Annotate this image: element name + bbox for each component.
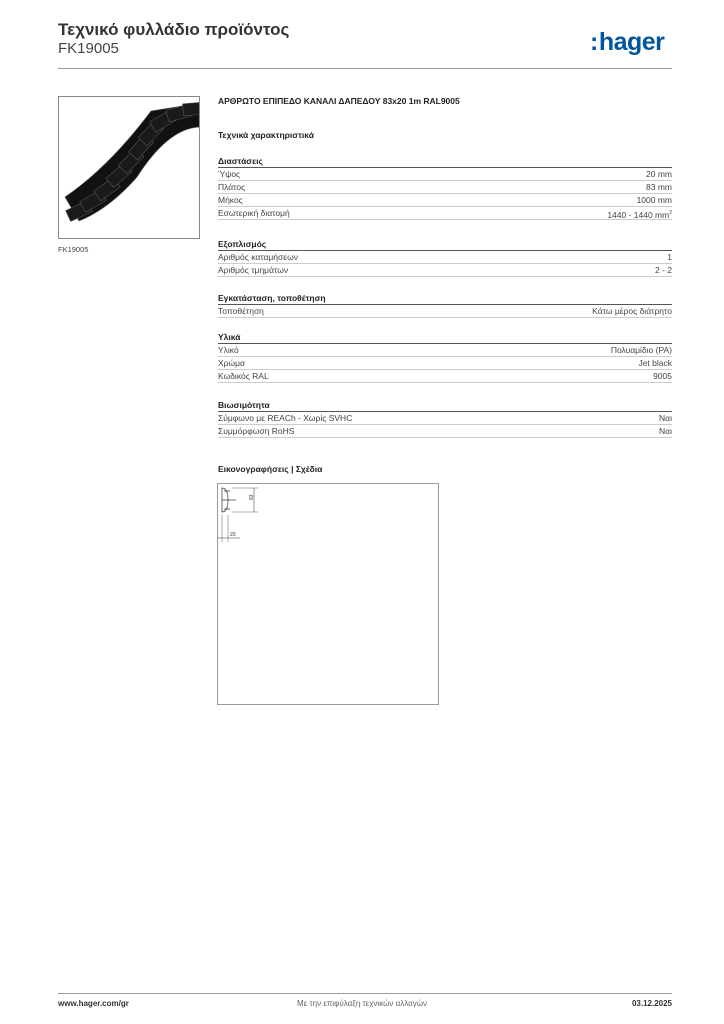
spec-label: Αριθμός καταμήσεων [218,252,298,262]
spec-label: Πλάτος [218,182,246,192]
spec-label: Αριθμός τμημάτων [218,265,289,275]
spec-label: Ύψος [218,169,241,179]
header-divider [58,68,672,69]
dim-label-height: 20 [230,532,236,538]
product-image [58,96,200,239]
unit-superscript: 2 [669,210,672,216]
specs-heading: Τεχνικά χαρακτηριστικά [218,130,314,140]
technical-drawing [217,483,439,705]
section-title: Βιωσιμότητα [218,399,672,412]
section-title: Υλικά [218,331,672,344]
spec-row [218,357,672,370]
spec-value: Ναι [659,413,672,423]
spec-row [218,264,672,277]
section-sustainability [218,399,672,438]
cable-channel-illustration [59,97,200,239]
spec-row [218,305,672,318]
section-title: Εγκατάσταση, τοποθέτηση [218,292,672,305]
spec-value: Κάτω μέρος διάτρητο [592,306,672,316]
spec-row [218,425,672,438]
product-name: ΑΡΘΡΩΤΟ ΕΠΙΠΕΔΟ ΚΑΝΑΛΙ ΔΑΠΕΔΟΥ 83x20 1m RAL9005 [218,96,460,106]
spec-value: 83 mm [646,182,672,192]
cross-section-drawing [218,484,438,704]
spec-value: Jet black [638,358,672,368]
footer-date: 03.12.2025 [631,999,672,1008]
image-caption: FK19005 [58,245,89,254]
illustrations-heading: Εικονογραφήσεις | Σχέδια [218,464,323,474]
spec-label: Σύμφωνο με REACh - Χωρίς SVHC [218,413,353,423]
section-materials [218,331,672,383]
spec-label: Κωδικός RAL [218,371,269,381]
spec-value [607,207,672,219]
spec-value: 1 [667,252,672,262]
section-installation [218,292,672,318]
spec-row [218,181,672,194]
spec-row [218,344,672,357]
spec-row [218,370,672,383]
spec-value: 1000 mm [636,195,672,205]
spec-row [218,168,672,181]
footer-divider [58,993,672,994]
spec-value-text: 1440 - 1440 mm [607,209,670,220]
hager-logo: :hager [590,28,665,56]
footer-note: Με την επιφύλαξη τεχνικών αλλαγών [297,999,427,1008]
spec-value: 20 mm [646,169,672,179]
spec-label: Υλικό [218,345,239,355]
spec-label: Τοποθέτηση [218,306,264,316]
spec-row [218,412,672,425]
logo-text: hager [598,28,665,56]
spec-value: Πολυαμίδιο (PA) [610,345,672,355]
spec-label: Συμμόρφωση RoHS [218,426,295,436]
spec-row [218,194,672,207]
spec-row [218,207,672,220]
footer-website: www.hager.com/gr [58,999,129,1008]
section-dimensions [218,155,672,220]
product-code: FK19005 [58,40,119,57]
spec-value: 9005 [653,371,672,381]
spec-label: Εσωτερική διατομή [218,208,290,218]
section-title: Εξοπλισμός [218,238,672,251]
section-title: Διαστάσεις [218,155,672,168]
spec-value: Ναι [659,426,672,436]
dim-label-width: 83 [249,494,255,500]
document-title: Τεχνικό φυλλάδιο προϊόντος [58,20,290,39]
spec-label: Χρώμα [218,358,245,368]
spec-value: 2 - 2 [654,265,672,275]
spec-label: Μήκος [218,195,243,205]
spec-row [218,251,672,264]
section-equipment [218,238,672,277]
